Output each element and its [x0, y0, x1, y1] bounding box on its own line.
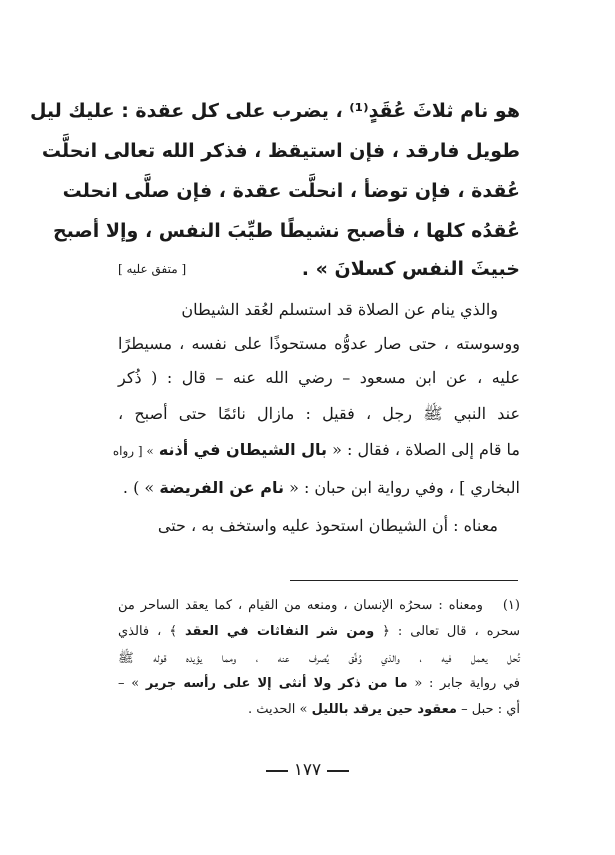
body-line-5-c: » [ رواه [112, 444, 154, 458]
footnote-line-3: تُحل يعمل فيه ، والذي وُفِّق يُصرف عنه ، ومما يؤيده قوله ﷺ [118, 651, 520, 666]
footnote-marker: (١) [502, 598, 520, 613]
footnote-line-5 [118, 702, 520, 717]
body-line-4: عند النبي ﷺ رجل ، فقيل : مازال نائمًا حتى أصبح ، [118, 404, 520, 423]
body-line-6 [118, 478, 520, 497]
reference-muttafaq: [ متفق عليه ] [118, 262, 187, 276]
hadith-line-2: طويل فارقد ، فإن استيقظ ، فذكر الله تعالى انحلَّت [41, 140, 520, 162]
footnote-line-1-text: ومعناه : سحرُه الإنسان ، ومنعه من القيام ، كما يعقد الساحر من [118, 598, 483, 613]
page-number-dash-right [327, 770, 349, 772]
hadith-line-1: هو نام ثلاثَ عُقَدٍ⁽¹⁾ ، يضرب على كل عقدة : عليك ليل [29, 100, 520, 122]
body-line-5-a: ما قام إلى الصلاة ، فقال : « [332, 440, 520, 459]
hadith-line-3: عُقدة ، فإن توضأ ، انحلَّت عقدة ، فإن صلَّى انحلت [62, 180, 520, 202]
footnote-hadith-1: ما من ذكر ولا أنثى إلا على رأسه جرير [145, 676, 408, 691]
footnote-line-5-c: » الحديث . [247, 702, 308, 717]
body-line-5 [112, 440, 520, 459]
footnote-quran-verse: ومن شر النفاثات في العقد [184, 624, 375, 639]
body-line-3: عليه ، عن ابن مسعود – رضي الله عنه – قال : ( ذُكر [118, 368, 520, 387]
page-number-dash-left [266, 770, 288, 772]
body-line-7: معناه : أن الشيطان استحوذ عليه واستخف به ، حتى [157, 516, 498, 535]
body-line-2: ووسوسته ، حتى صار عدوُّه مستحوذًا على نفسه ، مسيطرًا [118, 334, 520, 353]
page-number-text: ١٧٧ [293, 760, 322, 780]
body-line-1: والذي ينام عن الصلاة قد استسلم لعُقد الشيطان [181, 300, 498, 319]
hadith-line-5-text: خبيثَ النفس كسلانَ » . [301, 258, 520, 280]
hadith-phrase-1: بال الشيطان في أذنه [158, 440, 328, 459]
footnote-line-2-a: سحره ، قال تعالى : ﴿ [382, 624, 521, 639]
body-line-6-a: البخاري ] ، وفي رواية ابن حبان : « [289, 478, 520, 497]
hadith-line-4: عُقدُه كلها ، فأصبح نشيطًا طيِّبَ النفس ، وإلا أصبح [52, 220, 520, 242]
footnote-line-4-a: في رواية جابر : « [414, 676, 521, 691]
footnote-line-1 [118, 598, 520, 613]
footnote-divider [290, 580, 518, 581]
footnote-line-4-c: » – [118, 676, 140, 691]
footnote-hadith-2: معقود حين يرقد بالليل [311, 702, 457, 717]
footnote-line-2 [118, 624, 520, 639]
body-line-6-c: » ) . [122, 478, 155, 497]
footnote-line-4 [118, 676, 520, 691]
hadith-phrase-2: نام عن الفريضة [159, 478, 284, 497]
page-number [0, 760, 615, 780]
footnote-line-5-a: أي : حبل – [461, 702, 520, 717]
footnote-line-2-c: ﴾ ، فالذي [118, 624, 177, 639]
